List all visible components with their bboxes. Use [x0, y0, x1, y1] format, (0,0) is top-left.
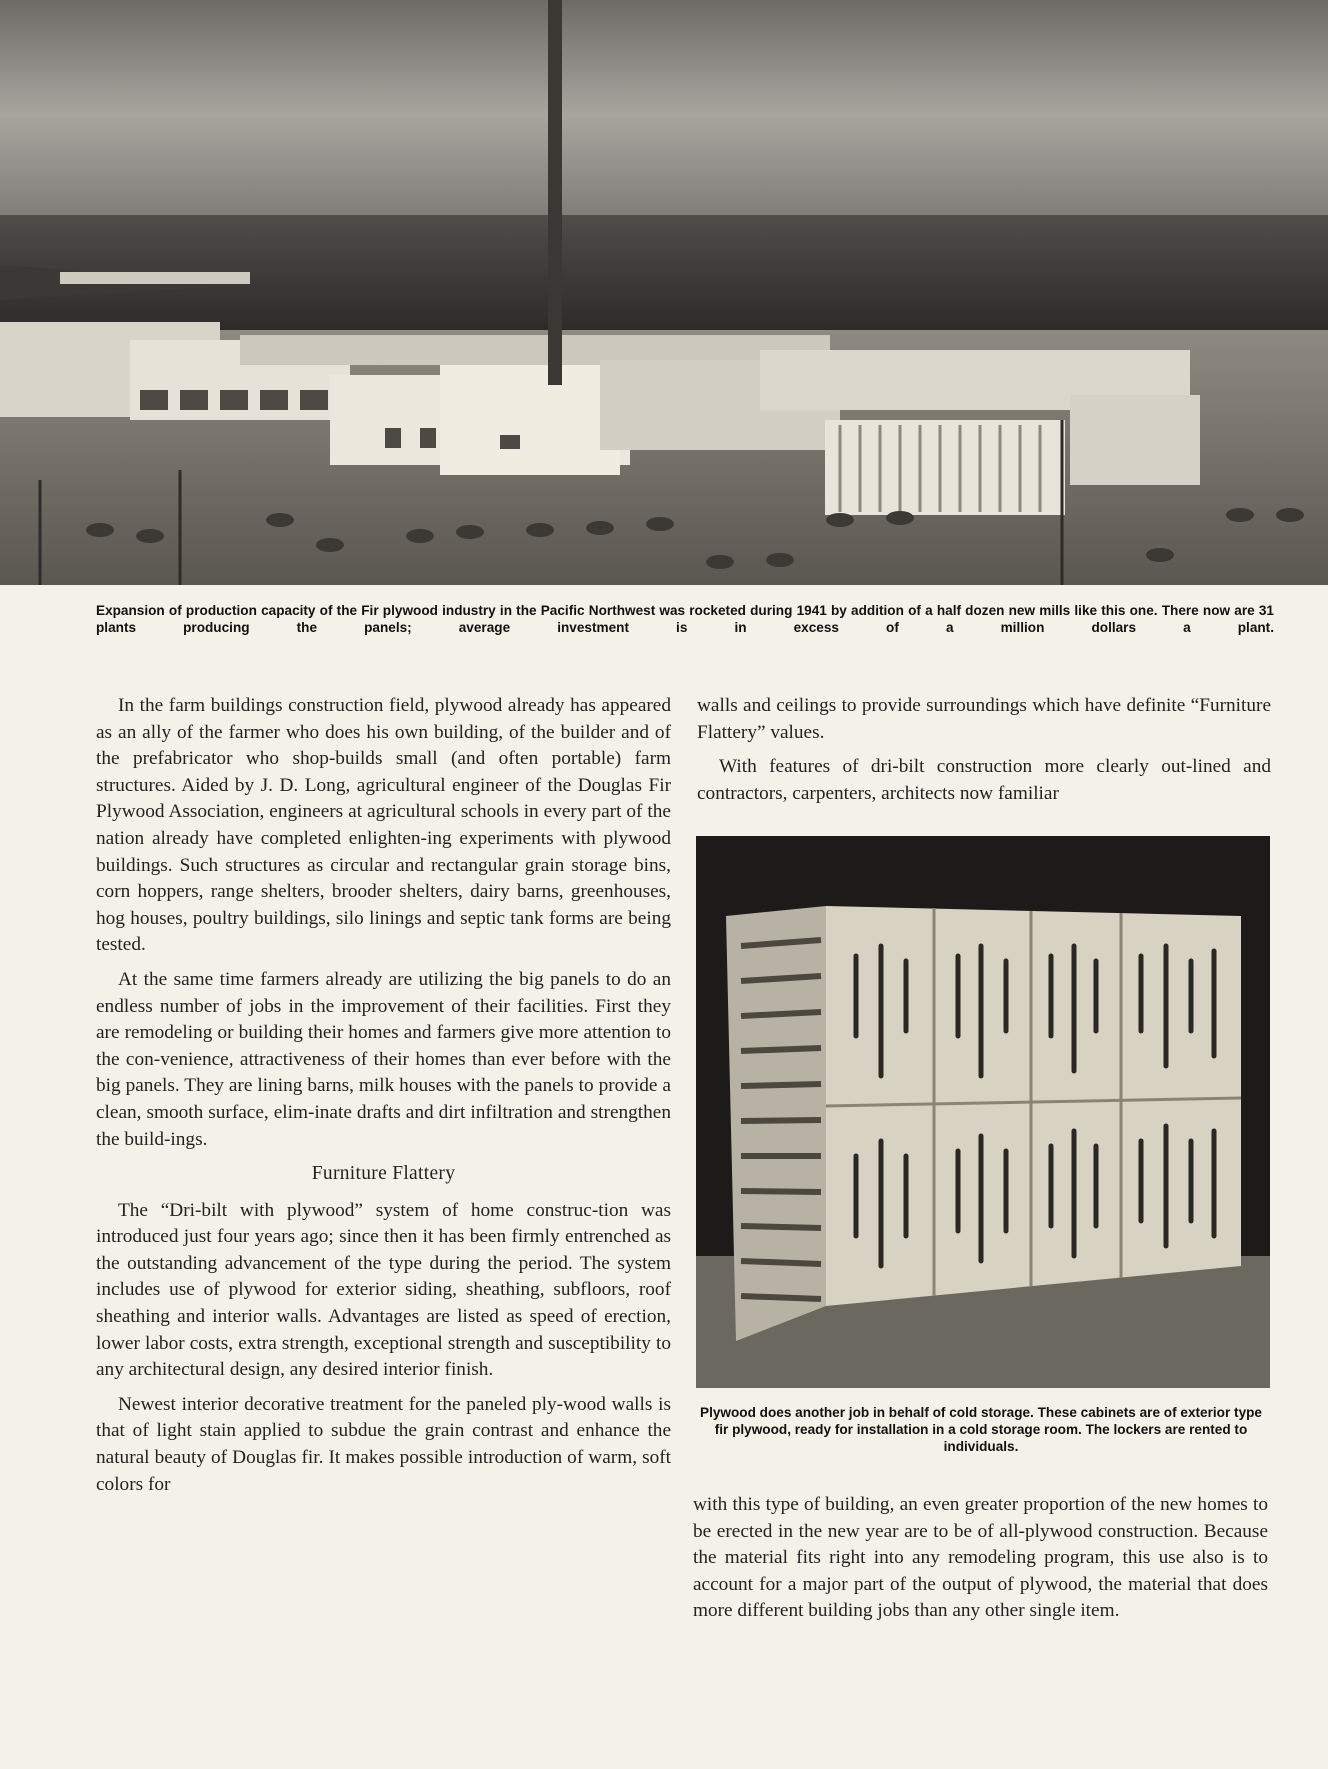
plywood-lockers-photo: [696, 836, 1270, 1388]
left-paragraph-4: Newest interior decorative treatment for the paneled ply-wood walls is that of light stain applied to subdue the grain contrast and enhance the natural beauty of Douglas fir. It makes possible introduction of warm, soft colors for: [96, 1393, 671, 1495]
left-paragraph-3: The “Dri-bilt with plywood” system of home construc-tion was introduced just four years ago; since then it has been firmly entrenched as the outstanding advancement of the type during the period. The system includes use of plywood for exterior siding, sheathing, subfloors, roof sheathing and interior walls. Advantages are listed as speed of erection, lower labor costs, extra strength, exceptional strength and susceptibility to any architectural design, any desired interior finish.: [96, 1199, 671, 1381]
left-paragraph-1: In the farm buildings construction field, plywood already has appeared as an ally of the farmer who does his own building, of the builder and of the prefabricator who shop-builds small (and often portable) farm structures. Aided by J. D. Long, agricultural engineer of the Douglas Fir Plywood Association, engineers at agricultural schools in every part of the nation already have completed enlighten-ing experiments with plywood buildings. Such structures as circular and rectangular grain storage bins, corn hoppers, range shelters, brooder shelters, dairy barns, greenhouses, hog houses, poultry buildings, silo linings and septic tank forms are being tested.: [96, 695, 671, 956]
right-column-top: [697, 693, 1271, 815]
left-column: [96, 693, 671, 1506]
section-subhead: Furniture Flattery: [311, 1163, 456, 1185]
lockers-illustration: [696, 836, 1270, 1388]
left-paragraph-2: At the same time farmers already are utilizing the big panels to do an endless number of jobs in the improvement of their facilities. First they are remodeling or building their homes and farmers give more attention to the con-venience, attractiveness of their homes than ever before with the big panels. They are lining barns, milk houses with the panels to provide a clean, smooth surface, elim-inate drafts and dirt infiltration and strengthen the build-ings.: [96, 968, 671, 1150]
locker-photo-caption: Plywood does another job in behalf of cold storage. These cabinets are of exterior type fir plywood, ready for installation in a cold storage room. The lockers are rented to individuals.: [700, 1405, 1262, 1454]
right-paragraph-2: With features of dri-bilt construction more clearly out-lined and contractors, carpenters, architects now familiar: [697, 756, 1271, 804]
right-paragraph-1: walls and ceilings to provide surroundings which have definite “Furniture Flattery” values.: [697, 695, 1271, 743]
right-paragraph-3: with this type of building, an even greater proportion of the new homes to be erected in the new year are to be of all-plywood construction. Because the material fits right into any remodeling program, this use also is to account for a major part of the output of plywood, the material that does more different building jobs than any other single item.: [693, 1494, 1268, 1622]
plywood-mill-photo: [0, 0, 1328, 585]
mill-illustration: [0, 0, 1328, 585]
right-column-bottom: [693, 1492, 1268, 1633]
top-photo-caption: Expansion of production capacity of the Fir plywood industry in the Pacific Northwest was rocketed during 1941 by addition of a half dozen new mills like this one. There now are 31 plants producing the panels; average investment is in excess of a million dollars a plant.: [96, 603, 1274, 635]
